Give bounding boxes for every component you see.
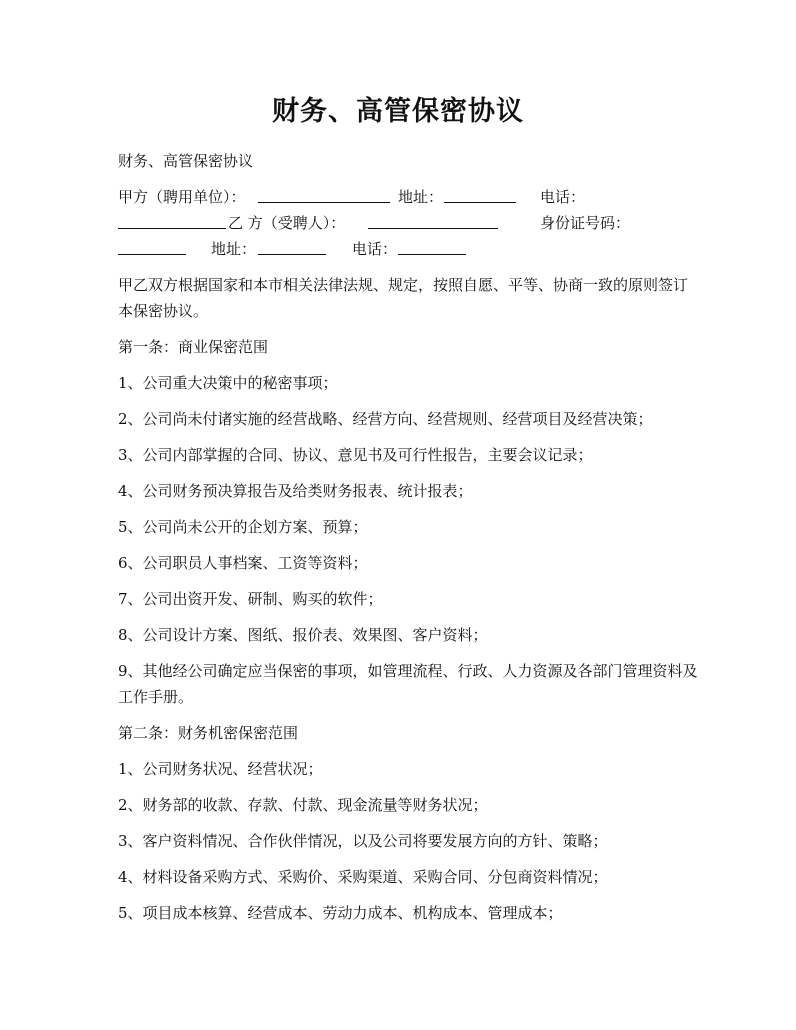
article-2-item: 3、客户资料情况、合作伙伴情况，以及公司将要发展方向的方针、策略； — [118, 832, 608, 850]
party-b-name-blank[interactable] — [368, 210, 498, 229]
party-b-address-label: 地址： — [211, 240, 257, 258]
intro-paragraph: 甲乙双方根据国家和本市相关法律法规、规定，按照自愿、平等、协商一致的原则签订本保密协议。 — [118, 276, 689, 320]
party-b-phone-blank[interactable] — [398, 236, 466, 255]
article-2-item: 5、项目成本核算、经营成本、劳动力成本、机构成本、管理成本； — [118, 904, 563, 922]
party-b-line — [118, 210, 698, 236]
party-b-label: 乙 方（受聘人）： — [228, 214, 346, 232]
article-1-item: 5、公司尚未公开的企划方案、预算； — [118, 518, 368, 536]
article-1-item: 6、公司职员人事档案、工资等资料； — [118, 554, 368, 572]
article-1-item: 8、公司设计方案、图纸、报价表、效果图、客户资料； — [118, 626, 488, 644]
article-1-heading: 第一条：商业保密范围 — [118, 338, 269, 356]
party-a-line — [118, 184, 698, 210]
party-b-address-blank[interactable] — [258, 236, 326, 255]
document-subtitle: 财务、高管保密协议 — [118, 152, 254, 170]
article-1-item: 3、公司内部掌握的合同、协议、意见书及可行性报告，主要会议记录； — [118, 446, 593, 464]
article-2-item: 2、财务部的收款、存款、付款、现金流量等财务状况； — [118, 796, 488, 814]
party-a-address-label: 地址： — [398, 188, 444, 206]
article-2-item: 4、材料设备采购方式、采购价、采购渠道、采购合同、分包商资料情况； — [118, 868, 608, 886]
party-b-id-blank[interactable] — [118, 236, 186, 255]
party-a-address-blank[interactable] — [444, 184, 516, 203]
party-b-phone-label: 电话： — [352, 240, 398, 258]
article-2-heading: 第二条：财务机密保密范围 — [118, 724, 299, 742]
party-b-contact-line — [118, 236, 698, 262]
article-1-item: 4、公司财务预决算报告及给类财务报表、统计报表； — [118, 482, 473, 500]
party-a-label: 甲方（聘用单位）： — [118, 188, 246, 206]
article-1-item: 9、其他经公司确定应当保密的事项，如管理流程、行政、人力资源及各部门管理资料及工作手册。 — [118, 662, 698, 706]
party-a-name-blank[interactable] — [258, 184, 390, 203]
party-a-phone-blank[interactable] — [118, 210, 226, 229]
article-2-item: 1、公司财务状况、经营状况； — [118, 760, 323, 778]
article-1-item: 2、公司尚未付诸实施的经营战略、经营方向、经营规则、经营项目及经营决策； — [118, 410, 653, 428]
parties-block — [118, 184, 698, 262]
article-1-item: 1、公司重大决策中的秘密事项； — [118, 374, 338, 392]
document-body — [118, 148, 698, 936]
party-a-phone-label: 电话： — [540, 188, 586, 206]
document-title: 财务、高管保密协议 — [272, 96, 524, 127]
party-b-id-label: 身份证号码： — [540, 214, 631, 232]
article-1-item: 7、公司出资开发、研制、购买的软件； — [118, 590, 383, 608]
